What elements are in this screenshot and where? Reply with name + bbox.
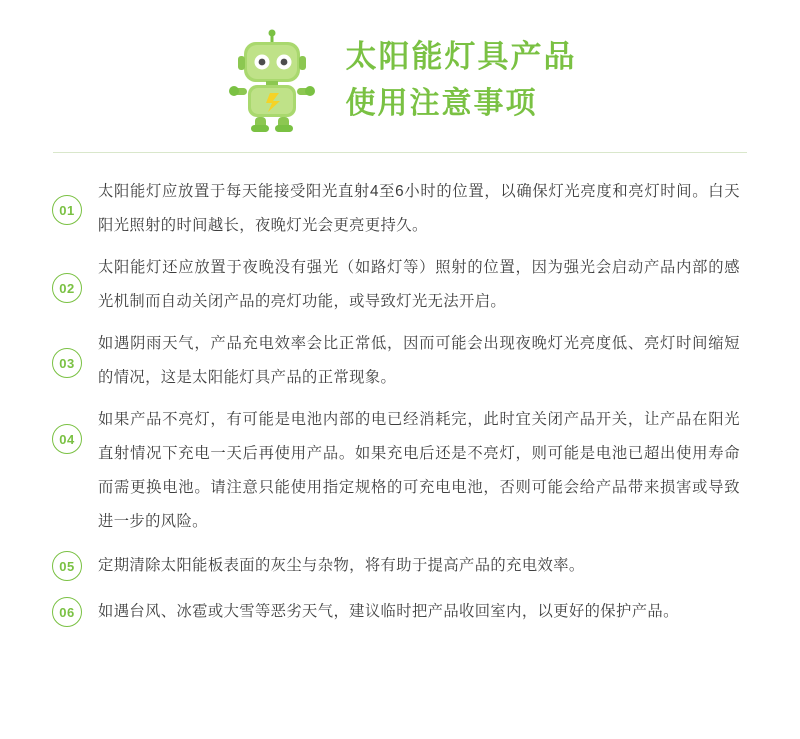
title-line-1: 太阳能灯具产品 <box>345 38 577 74</box>
list-item-text: 定期清除太阳能板表面的灰尘与杂物，将有助于提高产品的充电效率。 <box>98 557 585 574</box>
list-item-text: 太阳能灯还应放置于夜晚没有强光（如路灯等）照射的位置，因为强光会启动产品内部的感光机制而自动关闭产品的亮灯功能，或导致灯光无法开启。 <box>98 259 740 310</box>
page-title <box>346 38 577 122</box>
list-item <box>0 595 800 629</box>
title-line-2: 使用注意事项 <box>345 86 538 120</box>
list-item-text: 如遇阴雨天气，产品充电效率会比正常低，因而可能会出现夜晚灯光亮度低、亮灯时间缩短的情况，这是太阳能灯具产品的正常现象。 <box>98 335 740 386</box>
list-item <box>0 549 800 583</box>
list-item <box>0 403 800 539</box>
list-item-number: 03 <box>52 348 82 378</box>
list-item-text: 太阳能灯应放置于每天能接受阳光直射4至6小时的位置，以确保灯光亮度和亮灯时间。白天阳光照射的时间越长，夜晚灯光会更亮更持久。 <box>98 183 740 234</box>
list-item-number: 01 <box>52 195 82 225</box>
list-item-text: 如遇台风、冰雹或大雪等恶劣天气，建议临时把产品收回室内，以更好的保护产品。 <box>98 603 679 620</box>
list-item-text: 如果产品不亮灯，有可能是电池内部的电已经消耗完，此时宜关闭产品开关，让产品在阳光直射情况下充电一天后再使用产品。如果充电后还是不亮灯，则可能是电池已超出使用寿命而需更换电池。请注意只能使用指定规格的可充电电池，否则可能会给产品带来损害或导致进一步的风险。 <box>98 411 740 530</box>
list-item <box>0 251 800 319</box>
list-item-number: 06 <box>52 597 82 627</box>
list-item-number: 05 <box>52 551 82 581</box>
page-header <box>0 0 800 146</box>
list-item-number: 02 <box>52 273 82 303</box>
list-item-number: 04 <box>52 424 82 454</box>
solar-robot-mascot-icon <box>224 28 320 132</box>
notice-list <box>0 153 800 629</box>
list-item <box>0 175 800 243</box>
list-item <box>0 327 800 395</box>
